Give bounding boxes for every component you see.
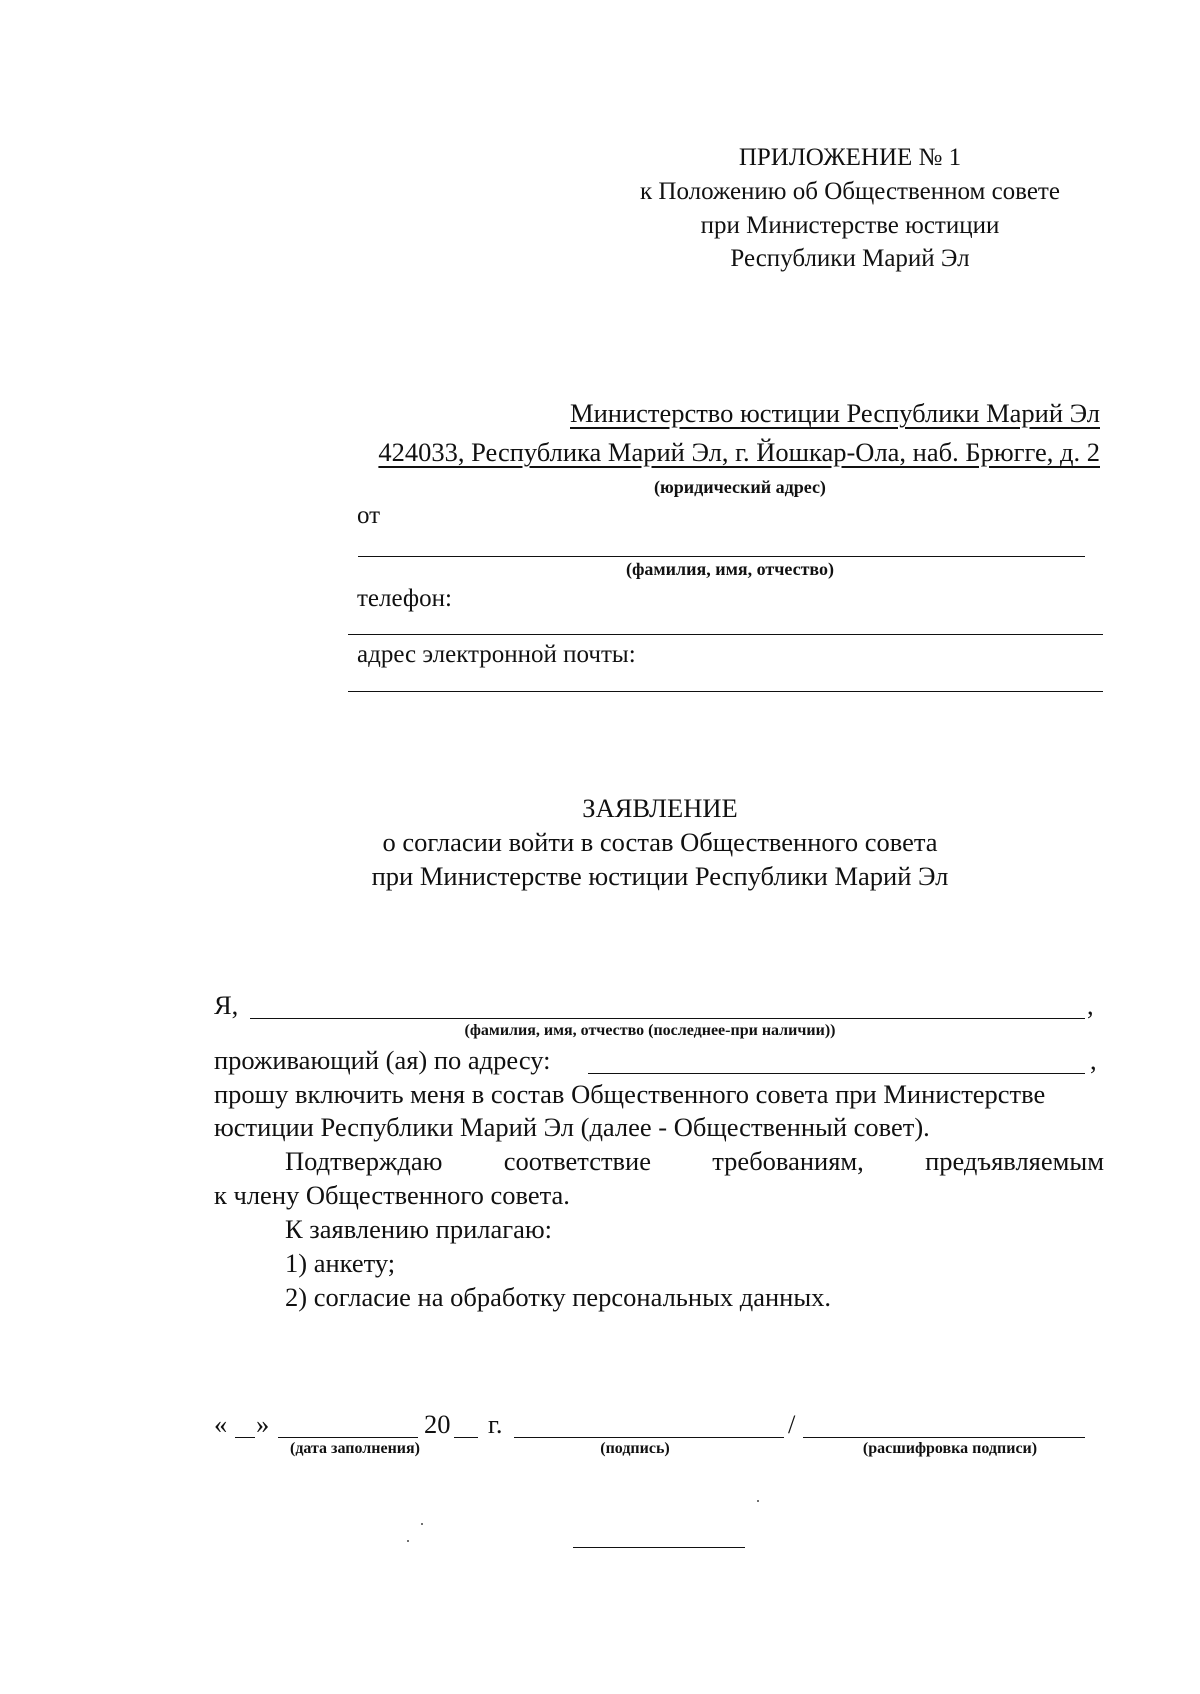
addressee-address: 424033, Республика Марий Эл, г. Йошкар-Ола, наб. Брюгге, д. 2 — [378, 437, 1100, 467]
appendix-title: ПРИЛОЖЕНИЕ № 1 — [738, 144, 962, 171]
confirm-line-1 — [285, 1146, 1104, 1177]
statement-title: ЗАЯВЛЕНИЕ — [582, 793, 738, 823]
appendix-line-2: при Министерстве юстиции — [700, 212, 1000, 239]
confirm-word-2: соответствие — [503, 1146, 652, 1176]
month-line[interactable] — [278, 1437, 418, 1438]
phone-label: телефон: — [357, 585, 452, 612]
attach-item-1: 1) анкету; — [285, 1248, 396, 1278]
signature-line[interactable] — [514, 1437, 784, 1438]
addressee-name: Министерство юстиции Республики Марий Эл — [570, 398, 1100, 428]
i-label: Я, — [214, 990, 239, 1020]
appendix-line-1: к Положению об Общественном совете — [640, 178, 1060, 205]
quote-open: « — [214, 1409, 228, 1439]
decoding-line[interactable] — [803, 1437, 1085, 1438]
residing-comma: , — [1090, 1045, 1097, 1075]
email-label: адрес электронной почты: — [357, 641, 636, 668]
residing-address-line[interactable] — [588, 1073, 1085, 1074]
day-line[interactable] — [235, 1437, 255, 1438]
address-caption: (юридический адрес) — [654, 477, 826, 497]
attach-label: К заявлению прилагаю: — [285, 1214, 553, 1244]
signature-caption: (подпись) — [600, 1440, 670, 1457]
i-comma: , — [1087, 990, 1094, 1020]
slash: / — [788, 1409, 796, 1439]
residing-label: проживающий (ая) по адресу: — [214, 1045, 551, 1075]
from-label: от — [357, 502, 381, 529]
email-line[interactable] — [348, 691, 1103, 692]
year-suffix: г. — [488, 1409, 503, 1439]
phone-line[interactable] — [348, 634, 1103, 635]
appendix-line-3: Республики Марий Эл — [730, 245, 970, 272]
fio-caption: (фамилия, имя, отчество) — [625, 559, 835, 579]
date-caption: (дата заполнения) — [289, 1440, 420, 1457]
confirm-word-4: предъявляемым — [925, 1146, 1104, 1176]
applicant-fio-line[interactable] — [250, 1018, 1085, 1019]
scan-speck — [421, 1523, 423, 1525]
request-line-1: прошу включить меня в состав Общественного совета при Министерстве — [214, 1079, 1046, 1109]
applicant-fio-caption: (фамилия, имя, отчество (последнее-при наличии)) — [464, 1022, 836, 1039]
decoding-caption: (расшифровка подписи) — [862, 1440, 1038, 1457]
quote-close: » — [256, 1409, 270, 1439]
confirm-line-2: к члену Общественного совета. — [214, 1180, 570, 1210]
year-line[interactable] — [454, 1437, 478, 1438]
scan-speck — [407, 1540, 409, 1542]
year-prefix: 20 — [424, 1409, 451, 1439]
confirm-word-1: Подтверждаю — [285, 1146, 443, 1176]
statement-subtitle-2: при Министерстве юстиции Республики Марий Эл — [371, 861, 949, 891]
request-line-2: юстиции Республики Марий Эл (далее - Общественный совет). — [214, 1112, 930, 1142]
statement-subtitle-1: о согласии войти в состав Общественного совета — [382, 827, 938, 857]
scan-speck — [757, 1500, 759, 1502]
from-fio-line[interactable] — [358, 556, 1085, 557]
closing-separator — [573, 1547, 745, 1548]
confirm-word-3: требованиям, — [712, 1146, 864, 1176]
attach-item-2: 2) согласие на обработку персональных данных. — [285, 1282, 832, 1312]
